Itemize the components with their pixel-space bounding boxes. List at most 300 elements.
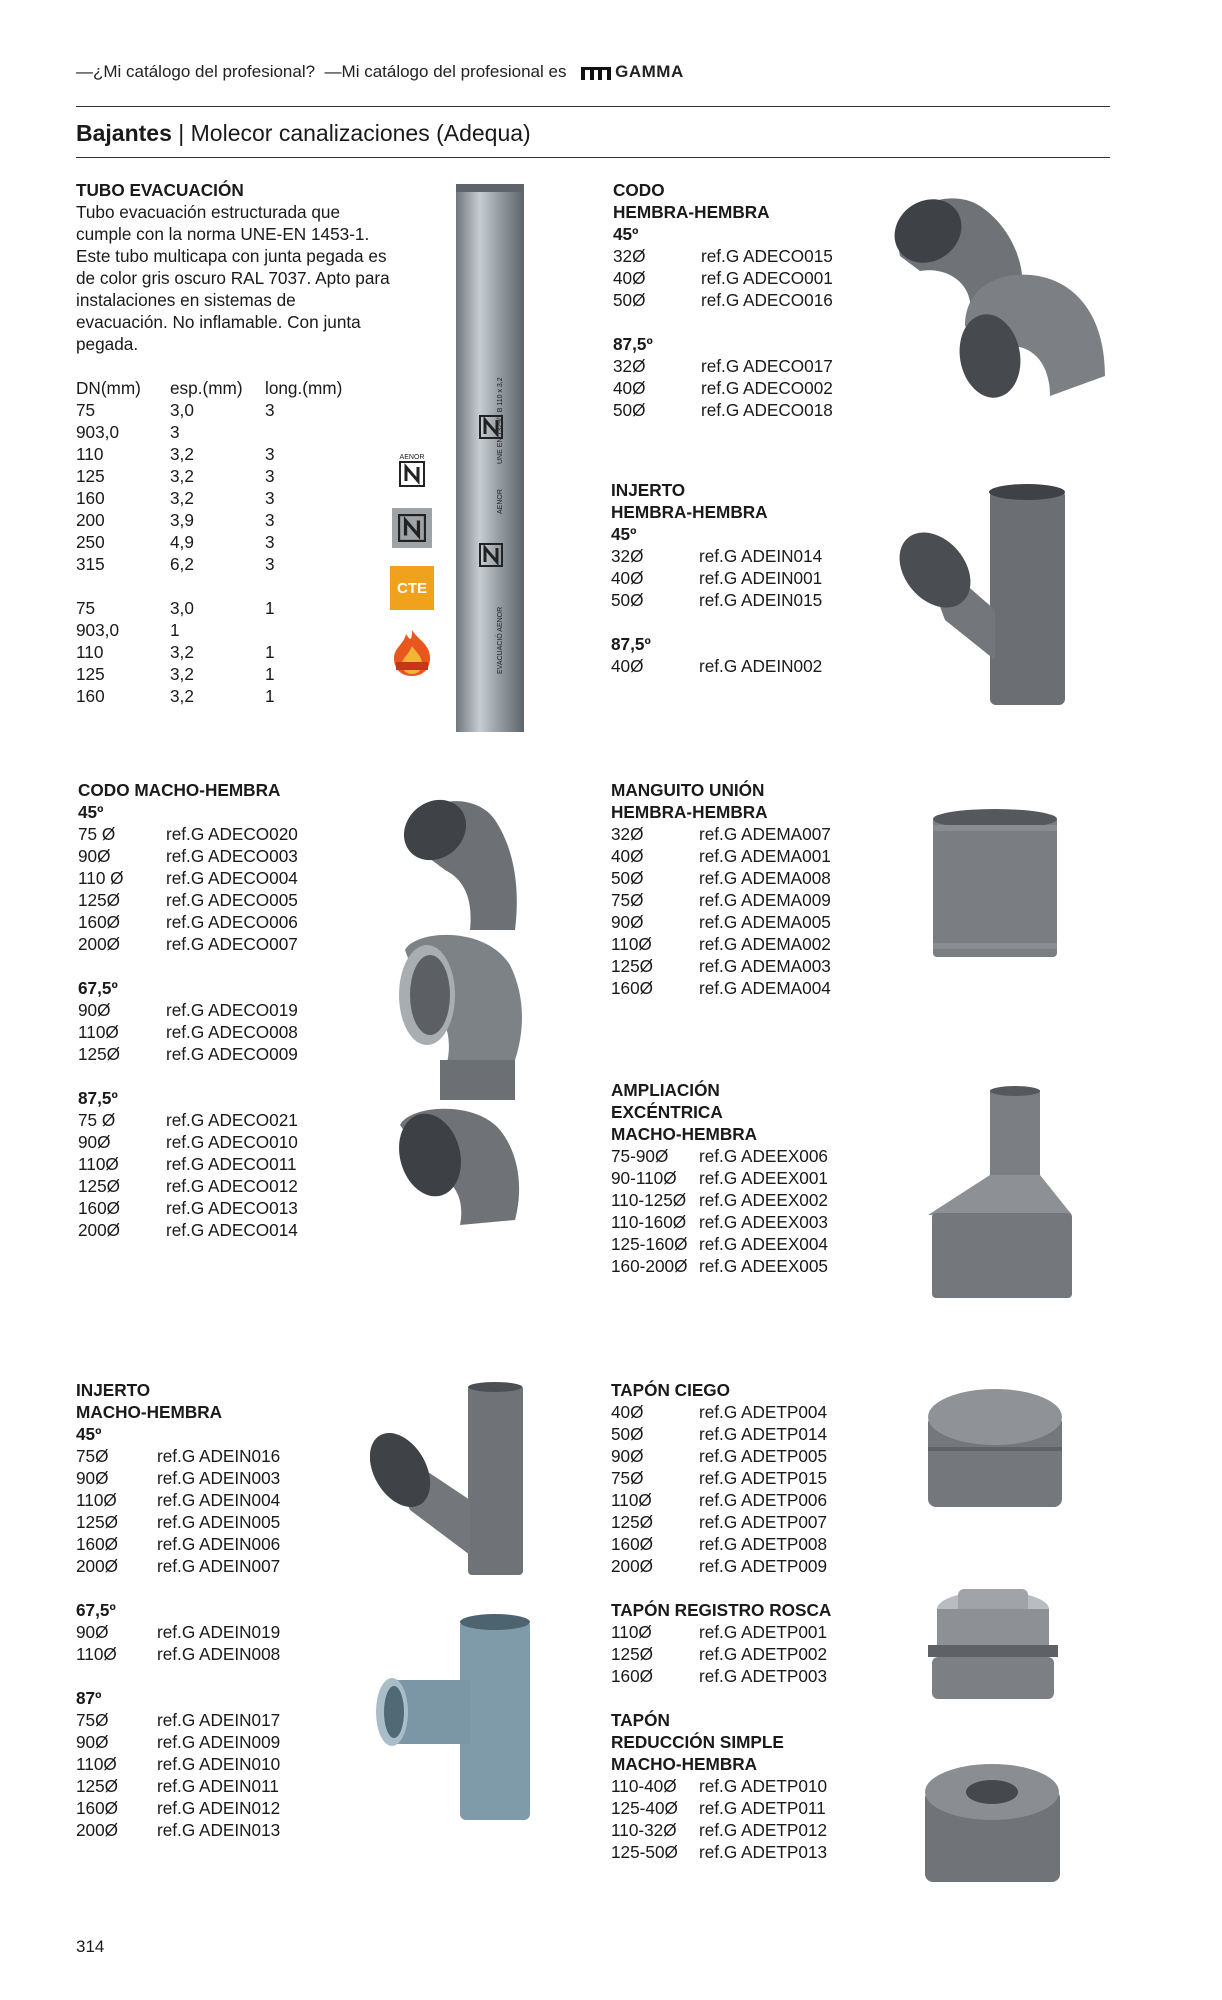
cell-long: 1	[265, 686, 275, 706]
item-reference: ref.G ADEIN017	[157, 1710, 281, 1730]
list-item	[613, 399, 833, 421]
cell-esp: 3,2	[170, 642, 194, 662]
list-item	[78, 1021, 298, 1043]
item-reference: ref.G ADECO003	[166, 846, 298, 866]
list-item	[78, 845, 298, 867]
list-item	[76, 1511, 280, 1533]
list-item	[611, 867, 831, 889]
tapon-reduccion-image	[915, 1760, 1070, 1890]
cell-dn: 903,0	[76, 620, 120, 640]
item-reference: ref.G ADECO008	[166, 1022, 298, 1042]
item-diameter: 75-90Ø	[611, 1146, 669, 1166]
item-diameter: 90-110Ø	[611, 1168, 677, 1188]
tubo-evacuacion-image	[450, 184, 530, 732]
injerto-mh-title-2: MACHO-HEMBRA	[76, 1402, 223, 1422]
item-diameter: 90Ø	[611, 1446, 644, 1466]
list-item	[78, 867, 298, 889]
item-reference: ref.G ADECO002	[701, 378, 833, 398]
tapon-ciego-title: TAPÓN CIEGO	[611, 1380, 731, 1400]
injerto-mh-angle-3: 87º	[76, 1688, 102, 1708]
list-item	[611, 1533, 827, 1555]
list-item	[76, 1643, 280, 1665]
codo-mh-angle-3: 87,5º	[78, 1088, 118, 1108]
injerto-mh-angle-2: 67,5º	[76, 1600, 116, 1620]
table-row	[76, 597, 391, 619]
list-item	[611, 1555, 827, 1577]
ampliacion-title-2: EXCÉNTRICA	[611, 1102, 723, 1122]
list-item	[78, 1175, 298, 1197]
item-reference: ref.G ADEIN010	[157, 1754, 281, 1774]
brand-mark-icon	[581, 66, 611, 80]
item-diameter: 75 Ø	[78, 824, 116, 844]
item-diameter: 125-160Ø	[611, 1234, 688, 1254]
item-diameter: 125Ø	[611, 1512, 654, 1532]
item-diameter: 160-200Ø	[611, 1256, 688, 1276]
item-reference: ref.G ADECO015	[701, 246, 833, 266]
item-diameter: 50Ø	[611, 868, 644, 888]
cell-esp: 3,2	[170, 686, 194, 706]
item-diameter: 110-40Ø	[611, 1776, 677, 1796]
item-reference: ref.G ADECO005	[166, 890, 298, 910]
codo-hh-title-2: HEMBRA-HEMBRA	[613, 202, 770, 222]
tagline-answer: —Mi catálogo del profesional es	[324, 62, 567, 81]
item-diameter: 125-50Ø	[611, 1842, 678, 1862]
cell-long: 3	[265, 400, 275, 420]
cell-long: 3	[265, 444, 275, 464]
header-tagline	[76, 62, 684, 82]
codo-mh-block	[78, 779, 298, 1241]
cell-dn: 125	[76, 466, 105, 486]
ampliacion-title-3: MACHO-HEMBRA	[611, 1124, 758, 1144]
cell-esp: 3,2	[170, 488, 194, 508]
cell-dn: 75	[76, 400, 96, 420]
item-reference: ref.G ADEIN003	[157, 1468, 281, 1488]
list-item	[611, 1775, 827, 1797]
item-reference: ref.G ADEIN009	[157, 1732, 281, 1752]
ampliacion-block	[611, 1079, 828, 1277]
item-diameter: 125Ø	[76, 1512, 119, 1532]
item-reference: ref.G ADEEX002	[699, 1190, 828, 1210]
item-diameter: 90Ø	[78, 846, 111, 866]
item-diameter: 90Ø	[76, 1732, 109, 1752]
item-diameter: 90Ø	[78, 1132, 111, 1152]
cell-esp: 3,2	[170, 444, 194, 464]
cell-long	[265, 421, 325, 443]
item-diameter: 32Ø	[613, 356, 646, 376]
injerto-mh-angle-1: 45º	[76, 1424, 102, 1444]
item-reference: ref.G ADEIN007	[157, 1556, 281, 1576]
item-diameter: 110-160Ø	[611, 1212, 687, 1232]
cell-long: 3	[265, 510, 275, 530]
item-diameter: 40Ø	[611, 656, 644, 676]
codo-hh-angle-2: 87,5º	[613, 334, 653, 354]
list-item	[611, 955, 831, 977]
tubo-description: Tubo evacuación estructurada que cumple con la norma UNE-EN 1453-1. Este tubo multicapa con junta pegada es de color gris oscuro RAL 7037. Apto para instalaciones en sistemas de evacuación. No inflamable. Con junta pegada.	[76, 202, 390, 354]
cell-long: 3	[265, 554, 275, 574]
item-reference: ref.G ADEEX005	[699, 1256, 828, 1276]
item-diameter: 90Ø	[78, 1000, 111, 1020]
list-item	[76, 1819, 280, 1841]
col-dn: DN(mm)	[76, 378, 141, 398]
list-item	[611, 1423, 827, 1445]
item-reference: ref.G ADEEX001	[699, 1168, 828, 1188]
item-diameter: 200Ø	[611, 1556, 654, 1576]
item-diameter: 110Ø	[611, 1490, 652, 1510]
list-item	[611, 1797, 827, 1819]
list-item	[76, 1555, 280, 1577]
list-item	[78, 911, 298, 933]
cell-long: 3	[265, 488, 275, 508]
table-row	[76, 531, 391, 553]
item-diameter: 125Ø	[78, 1176, 121, 1196]
item-diameter: 90Ø	[76, 1468, 109, 1488]
codo-mh-angle-2: 67,5º	[78, 978, 118, 998]
item-reference: ref.G ADETP012	[699, 1820, 828, 1840]
list-item	[611, 1511, 827, 1533]
item-diameter: 40Ø	[613, 268, 646, 288]
list-item	[611, 1167, 828, 1189]
cell-dn: 75	[76, 598, 96, 618]
item-reference: ref.G ADEMA003	[699, 956, 831, 976]
item-diameter: 75Ø	[611, 1468, 644, 1488]
tubo-title: TUBO EVACUACIÓN	[76, 180, 244, 200]
list-item	[613, 377, 833, 399]
item-reference: ref.G ADEIN004	[157, 1490, 281, 1510]
item-diameter: 125Ø	[611, 956, 654, 976]
tapon-reduccion-title-1: TAPÓN	[611, 1710, 670, 1730]
list-item	[611, 1819, 827, 1841]
list-item	[76, 1709, 280, 1731]
aenor-logo-text: AENOR	[399, 453, 425, 461]
item-diameter: 110Ø	[611, 1622, 652, 1642]
list-item	[611, 977, 831, 999]
item-reference: ref.G ADECO011	[166, 1154, 297, 1174]
tubo-evacuacion-block	[76, 179, 391, 707]
item-reference: ref.G ADECO013	[166, 1198, 298, 1218]
item-diameter: 160Ø	[611, 1534, 654, 1554]
cell-long: 1	[265, 642, 275, 662]
cte-logo: CTE	[390, 566, 434, 610]
list-item	[611, 589, 822, 611]
list-item	[78, 889, 298, 911]
item-diameter: 40Ø	[611, 568, 644, 588]
item-diameter: 110Ø	[611, 934, 652, 954]
item-diameter: 40Ø	[613, 378, 646, 398]
cell-dn: 160	[76, 686, 105, 706]
list-item	[611, 1233, 828, 1255]
list-item	[611, 1643, 831, 1665]
injerto-mh-image	[370, 1380, 540, 1830]
item-reference: ref.G ADEIN019	[157, 1622, 281, 1642]
page-number: 314	[76, 1937, 105, 1956]
item-reference: ref.G ADECO018	[701, 400, 833, 420]
manguito-title-2: HEMBRA-HEMBRA	[611, 802, 768, 822]
manguito-image	[925, 805, 1065, 965]
item-diameter: 200Ø	[78, 934, 121, 954]
item-diameter: 125Ø	[611, 1644, 654, 1664]
item-diameter: 200Ø	[78, 1220, 121, 1240]
list-item	[76, 1731, 280, 1753]
tapon-reduccion-block	[611, 1709, 827, 1863]
item-diameter: 40Ø	[611, 846, 644, 866]
item-reference: ref.G ADETP001	[699, 1622, 828, 1642]
table-row	[76, 443, 391, 465]
aenor-n-icon	[399, 461, 425, 487]
item-reference: ref.G ADEEX003	[699, 1212, 828, 1232]
injerto-hh-title-1: INJERTO	[611, 480, 686, 500]
item-diameter: 125-40Ø	[611, 1798, 678, 1818]
list-item	[611, 845, 831, 867]
item-diameter: 50Ø	[611, 590, 644, 610]
item-reference: ref.G ADECO012	[166, 1176, 298, 1196]
item-reference: ref.G ADECO014	[166, 1220, 298, 1240]
item-reference: ref.G ADETP006	[699, 1490, 828, 1510]
table-row	[76, 399, 391, 421]
item-reference: ref.G ADEMA009	[699, 890, 831, 910]
cell-long: 1	[265, 598, 275, 618]
item-diameter: 110Ø	[76, 1490, 117, 1510]
item-reference: ref.G ADEIN015	[699, 590, 823, 610]
col-long: long.(mm)	[265, 378, 343, 398]
list-item	[78, 1109, 298, 1131]
item-reference: ref.G ADEMA007	[699, 824, 831, 844]
item-reference: ref.G ADETP007	[699, 1512, 828, 1532]
codo-mh-angle-1: 45º	[78, 802, 104, 822]
list-item	[78, 1043, 298, 1065]
table-row	[76, 465, 391, 487]
item-diameter: 75Ø	[76, 1446, 109, 1466]
item-diameter: 125Ø	[78, 890, 121, 910]
list-item	[613, 289, 833, 311]
item-reference: ref.G ADETP004	[699, 1402, 828, 1422]
ampliacion-image	[920, 1085, 1080, 1305]
cell-dn: 903,0	[76, 422, 120, 442]
item-diameter: 110-32Ø	[611, 1820, 677, 1840]
aenor-logo	[392, 450, 432, 490]
ampliacion-title-1: AMPLIACIÓN	[611, 1080, 720, 1100]
tubo-dimensions-table	[76, 377, 391, 707]
item-reference: ref.G ADECO020	[166, 824, 298, 844]
table-header-row	[76, 377, 391, 399]
item-reference: ref.G ADEIN006	[157, 1534, 281, 1554]
aenor-grey-logo	[392, 508, 432, 548]
item-reference: ref.G ADEIN013	[157, 1820, 281, 1840]
item-diameter: 110Ø	[78, 1154, 119, 1174]
list-item	[76, 1753, 280, 1775]
item-diameter: 50Ø	[613, 290, 646, 310]
item-diameter: 50Ø	[613, 400, 646, 420]
list-item	[611, 1489, 827, 1511]
cell-esp: 3,2	[170, 664, 194, 684]
list-item	[76, 1445, 280, 1467]
tapon-reduccion-title-2: REDUCCIÓN SIMPLE	[611, 1732, 784, 1752]
pipe-print-aenor: AENOR	[497, 489, 504, 514]
item-diameter: 90Ø	[611, 912, 644, 932]
list-item	[611, 655, 822, 677]
table-row	[76, 663, 391, 685]
item-reference: ref.G ADEIN002	[699, 656, 823, 676]
list-item	[611, 1841, 827, 1863]
brand-name: GAMMA	[615, 62, 684, 81]
item-reference: ref.G ADECO006	[166, 912, 298, 932]
table-row	[76, 619, 391, 641]
cell-esp: 4,9	[170, 532, 194, 552]
item-reference: ref.G ADECO019	[166, 1000, 298, 1020]
fire-resistance-icon	[386, 628, 438, 678]
cell-dn: 250	[76, 532, 105, 552]
list-item	[76, 1489, 280, 1511]
cell-esp: 1	[170, 620, 180, 640]
list-item	[611, 911, 831, 933]
section-divider	[76, 157, 1110, 158]
item-diameter: 75 Ø	[78, 1110, 116, 1130]
item-reference: ref.G ADEIN014	[699, 546, 823, 566]
injerto-hh-block	[611, 479, 822, 677]
item-reference: ref.G ADEMA008	[699, 868, 831, 888]
tapon-reduccion-title-3: MACHO-HEMBRA	[611, 1754, 758, 1774]
cell-esp: 6,2	[170, 554, 194, 574]
item-diameter: 40Ø	[611, 1402, 644, 1422]
list-item	[611, 1401, 827, 1423]
list-item	[611, 1145, 828, 1167]
aenor-n-grey-icon	[398, 514, 426, 542]
tapon-registro-title: TAPÓN REGISTRO ROSCA	[611, 1600, 832, 1620]
list-item	[611, 1189, 828, 1211]
item-diameter: 160Ø	[78, 912, 121, 932]
cell-esp: 3	[170, 422, 180, 442]
item-diameter: 110-125Ø	[611, 1190, 687, 1210]
table-row	[76, 641, 391, 663]
item-diameter: 200Ø	[76, 1556, 119, 1576]
item-reference: ref.G ADEEX004	[699, 1234, 828, 1254]
item-reference: ref.G ADECO001	[701, 268, 833, 288]
cell-esp: 3,2	[170, 466, 194, 486]
item-diameter: 160Ø	[76, 1534, 119, 1554]
item-diameter: 110 Ø	[78, 868, 124, 888]
section-title-bold: Bajantes	[76, 120, 172, 146]
item-reference: ref.G ADETP002	[699, 1644, 828, 1664]
table-row	[76, 509, 391, 531]
pipe-print-evac: EVACUACIÓ AENOR	[497, 606, 504, 674]
list-item	[78, 1153, 298, 1175]
item-diameter: 200Ø	[76, 1820, 119, 1840]
col-esp: esp.(mm)	[170, 378, 243, 398]
item-reference: ref.G ADEMA005	[699, 912, 831, 932]
item-diameter: 32Ø	[611, 824, 644, 844]
table-row	[76, 685, 391, 707]
list-item	[611, 567, 822, 589]
cell-long: 3	[265, 532, 275, 552]
item-reference: ref.G ADETP005	[699, 1446, 828, 1466]
list-item	[611, 1255, 828, 1277]
item-reference: ref.G ADECO016	[701, 290, 833, 310]
cell-dn: 160	[76, 488, 105, 508]
manguito-title-1: MANGUITO UNIÓN	[611, 780, 765, 800]
item-diameter: 125Ø	[76, 1776, 119, 1796]
list-item	[611, 1211, 828, 1233]
pipe-print-spec: UNE EN 1329/1 B 110 x 3,2	[497, 377, 504, 464]
cell-dn: 315	[76, 554, 105, 574]
item-reference: ref.G ADEIN012	[157, 1798, 281, 1818]
injerto-hh-title-2: HEMBRA-HEMBRA	[611, 502, 768, 522]
item-diameter: 50Ø	[611, 1424, 644, 1444]
item-reference: ref.G ADEIN011	[157, 1776, 279, 1796]
item-reference: ref.G ADEMA004	[699, 978, 831, 998]
table-row	[76, 421, 391, 443]
cell-long: 1	[265, 664, 275, 684]
table-row	[76, 487, 391, 509]
item-reference: ref.G ADECO004	[166, 868, 298, 888]
item-reference: ref.G ADEEX006	[699, 1146, 828, 1166]
cell-esp: 3,0	[170, 400, 194, 420]
item-diameter: 75Ø	[611, 890, 644, 910]
table-row	[76, 553, 391, 575]
item-reference: ref.G ADETP015	[699, 1468, 828, 1488]
list-item	[78, 933, 298, 955]
item-diameter: 160Ø	[611, 1666, 654, 1686]
list-item	[78, 1197, 298, 1219]
list-item	[611, 933, 831, 955]
item-reference: ref.G ADEMA001	[699, 846, 831, 866]
item-diameter: 32Ø	[613, 246, 646, 266]
item-diameter: 160Ø	[78, 1198, 121, 1218]
item-reference: ref.G ADEIN016	[157, 1446, 281, 1466]
codo-hh-image	[880, 186, 1110, 426]
certification-logos	[386, 450, 438, 683]
item-reference: ref.G ADECO010	[166, 1132, 298, 1152]
injerto-hh-angle-2: 87,5º	[611, 634, 651, 654]
section-title	[76, 120, 531, 147]
item-reference: ref.G ADECO009	[166, 1044, 298, 1064]
injerto-mh-block	[76, 1379, 280, 1841]
list-item	[76, 1775, 280, 1797]
list-item	[613, 267, 833, 289]
tapon-ciego-image	[920, 1385, 1070, 1515]
list-item	[78, 999, 298, 1021]
tapon-registro-block	[611, 1599, 831, 1687]
codo-hh-block	[613, 179, 833, 421]
codo-hh-title-1: CODO	[613, 180, 665, 200]
manguito-block	[611, 779, 831, 999]
list-item	[78, 823, 298, 845]
item-diameter: 125Ø	[78, 1044, 121, 1064]
item-diameter: 160Ø	[611, 978, 654, 998]
cell-dn: 200	[76, 510, 105, 530]
tagline-question: —¿Mi catálogo del profesional?	[76, 62, 316, 81]
list-item	[611, 1665, 831, 1687]
brand-logo	[576, 62, 684, 81]
cell-dn: 110	[76, 444, 104, 464]
item-reference: ref.G ADETP013	[699, 1842, 828, 1862]
injerto-mh-title-1: INJERTO	[76, 1380, 151, 1400]
item-reference: ref.G ADETP011	[699, 1798, 826, 1818]
item-diameter: 110Ø	[76, 1644, 117, 1664]
list-item	[613, 355, 833, 377]
item-reference: ref.G ADETP009	[699, 1556, 828, 1576]
section-title-rest: | Molecor canalizaciones (Adequa)	[171, 120, 531, 146]
list-item	[76, 1621, 280, 1643]
cell-dn: 110	[76, 642, 104, 662]
item-diameter: 75Ø	[76, 1710, 109, 1730]
item-diameter: 110Ø	[78, 1022, 119, 1042]
list-item	[613, 245, 833, 267]
item-reference: ref.G ADETP010	[699, 1776, 828, 1796]
tapon-registro-image	[918, 1585, 1068, 1715]
list-item	[78, 1219, 298, 1241]
header-divider	[76, 106, 1110, 107]
codo-mh-image	[385, 780, 545, 1250]
cell-dn: 125	[76, 664, 105, 684]
